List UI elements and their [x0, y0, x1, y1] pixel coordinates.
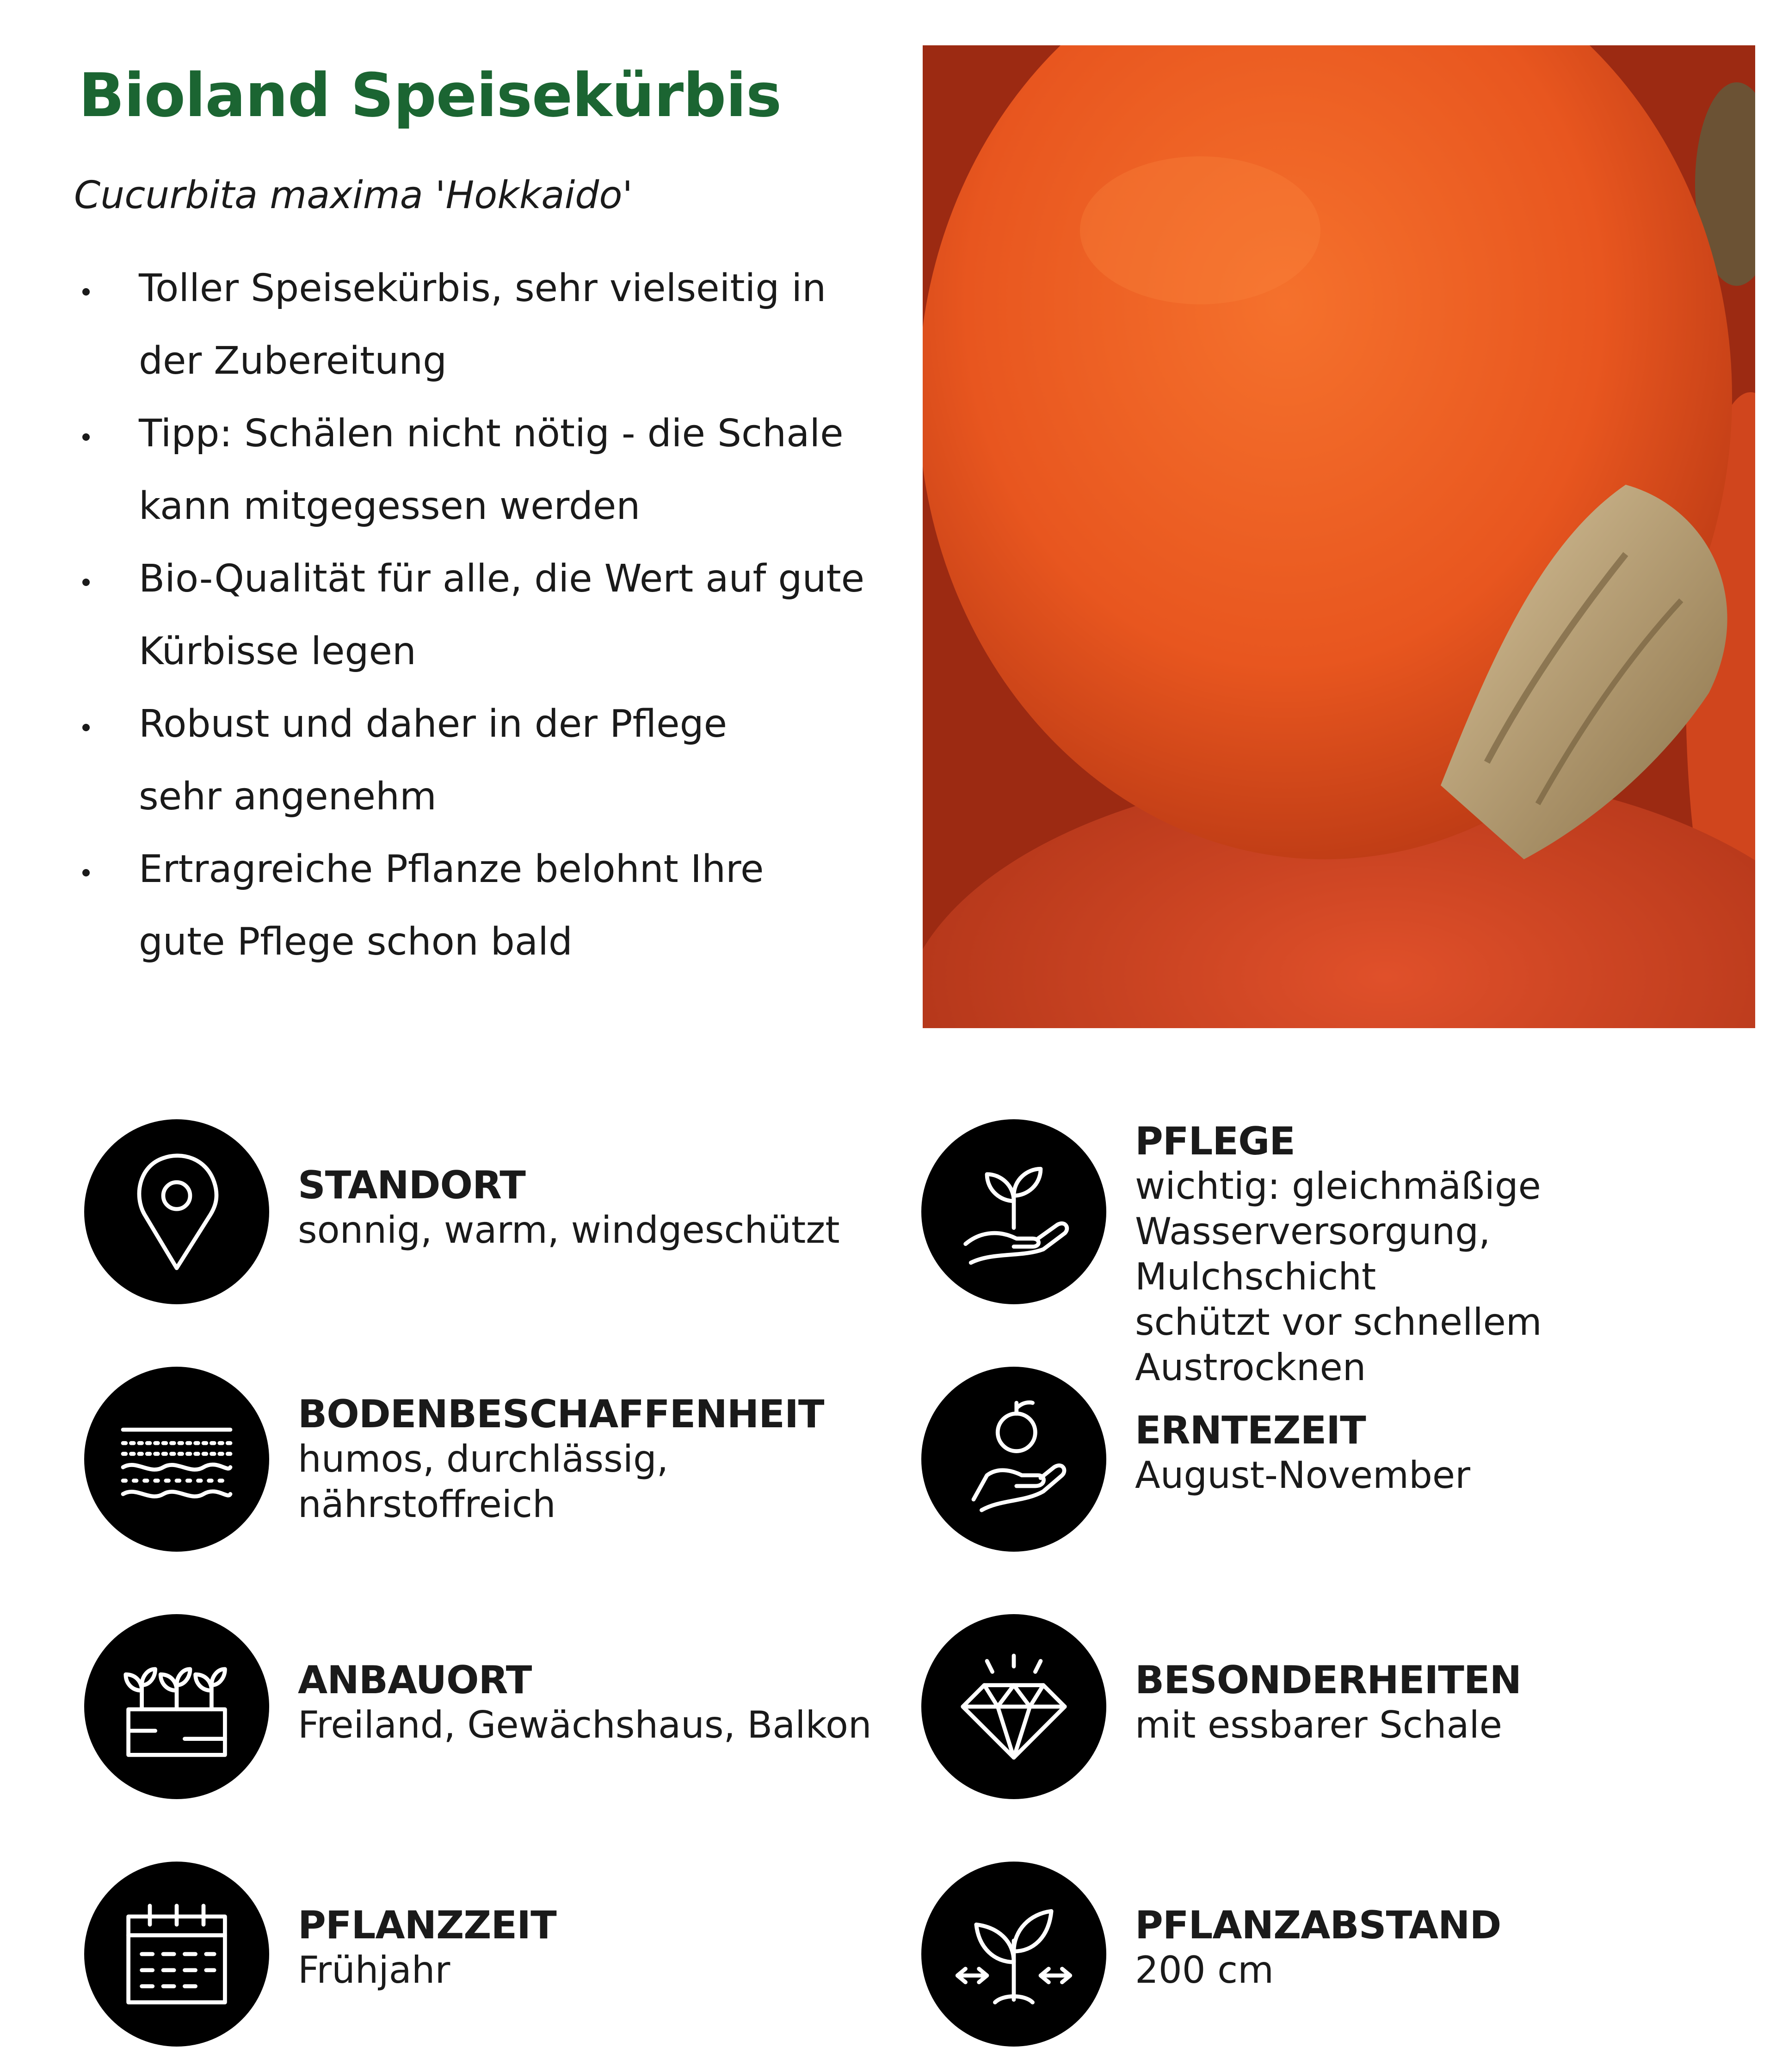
- diamond-icon: [921, 1614, 1106, 1799]
- attribute-value: Frühjahr: [298, 1949, 450, 1992]
- harvest-hand-icon: [921, 1367, 1106, 1552]
- feature-item: Bio-Qualität für alle, die Wert auf gute Kürbisse legen: [79, 543, 920, 688]
- attribute-value: sonnig, warm, windgeschützt: [298, 1209, 840, 1252]
- attribute-value: Freiland, Gewächshaus, Balkon: [298, 1703, 872, 1746]
- feature-item: Robust und daher in der Pflege sehr angenehm: [79, 688, 920, 833]
- pumpkin-photo: [923, 45, 1755, 1028]
- feature-item: Ertragreiche Pflanze belohnt Ihre gute Pflege schon bald: [79, 833, 920, 978]
- attribute-label: PFLEGE: [1135, 1119, 1295, 1164]
- location-pin-icon: [84, 1119, 269, 1304]
- attribute-value: schützt vor schnellem Austrocknen: [1135, 1301, 1542, 1389]
- attribute-label: PFLANZABSTAND: [1135, 1903, 1501, 1948]
- attribute-label: ERNTEZEIT: [1135, 1408, 1366, 1453]
- attribute-label: BODENBESCHAFFENHEIT: [298, 1392, 824, 1437]
- attribute-value: August-November: [1135, 1454, 1470, 1497]
- attribute-label: ANBAUORT: [298, 1658, 532, 1702]
- plant-spacing-icon: [921, 1862, 1106, 2047]
- attribute-value: 200 cm: [1135, 1949, 1274, 1992]
- seedling-hand-icon: [921, 1119, 1106, 1304]
- attribute-value: nährstoffreich: [298, 1483, 556, 1526]
- attribute-value: humos, durchlässig,: [298, 1437, 669, 1480]
- feature-item: Toller Speisekürbis, sehr vielseitig in der Zubereitung: [79, 252, 920, 397]
- feature-list: [79, 252, 920, 978]
- attribute-label: BESONDERHEITEN: [1135, 1658, 1522, 1702]
- planter-box-icon: [84, 1614, 269, 1799]
- attribute-label: STANDORT: [298, 1163, 525, 1208]
- soil-layers-icon: [84, 1367, 269, 1552]
- product-title: Bioland Speisekürbis: [79, 60, 782, 130]
- feature-item: Tipp: Schälen nicht nötig - die Schale kann mitgegessen werden: [79, 397, 920, 543]
- attribute-value: wichtig: gleichmäßige: [1135, 1165, 1541, 1208]
- attribute-value: Wasserversorgung, Mulchschicht: [1135, 1210, 1491, 1298]
- attribute-label: PFLANZZEIT: [298, 1903, 556, 1948]
- attribute-value: mit essbarer Schale: [1135, 1703, 1502, 1746]
- botanical-name: Cucurbita maxima 'Hokkaido': [74, 173, 633, 217]
- calendar-icon: [84, 1862, 269, 2047]
